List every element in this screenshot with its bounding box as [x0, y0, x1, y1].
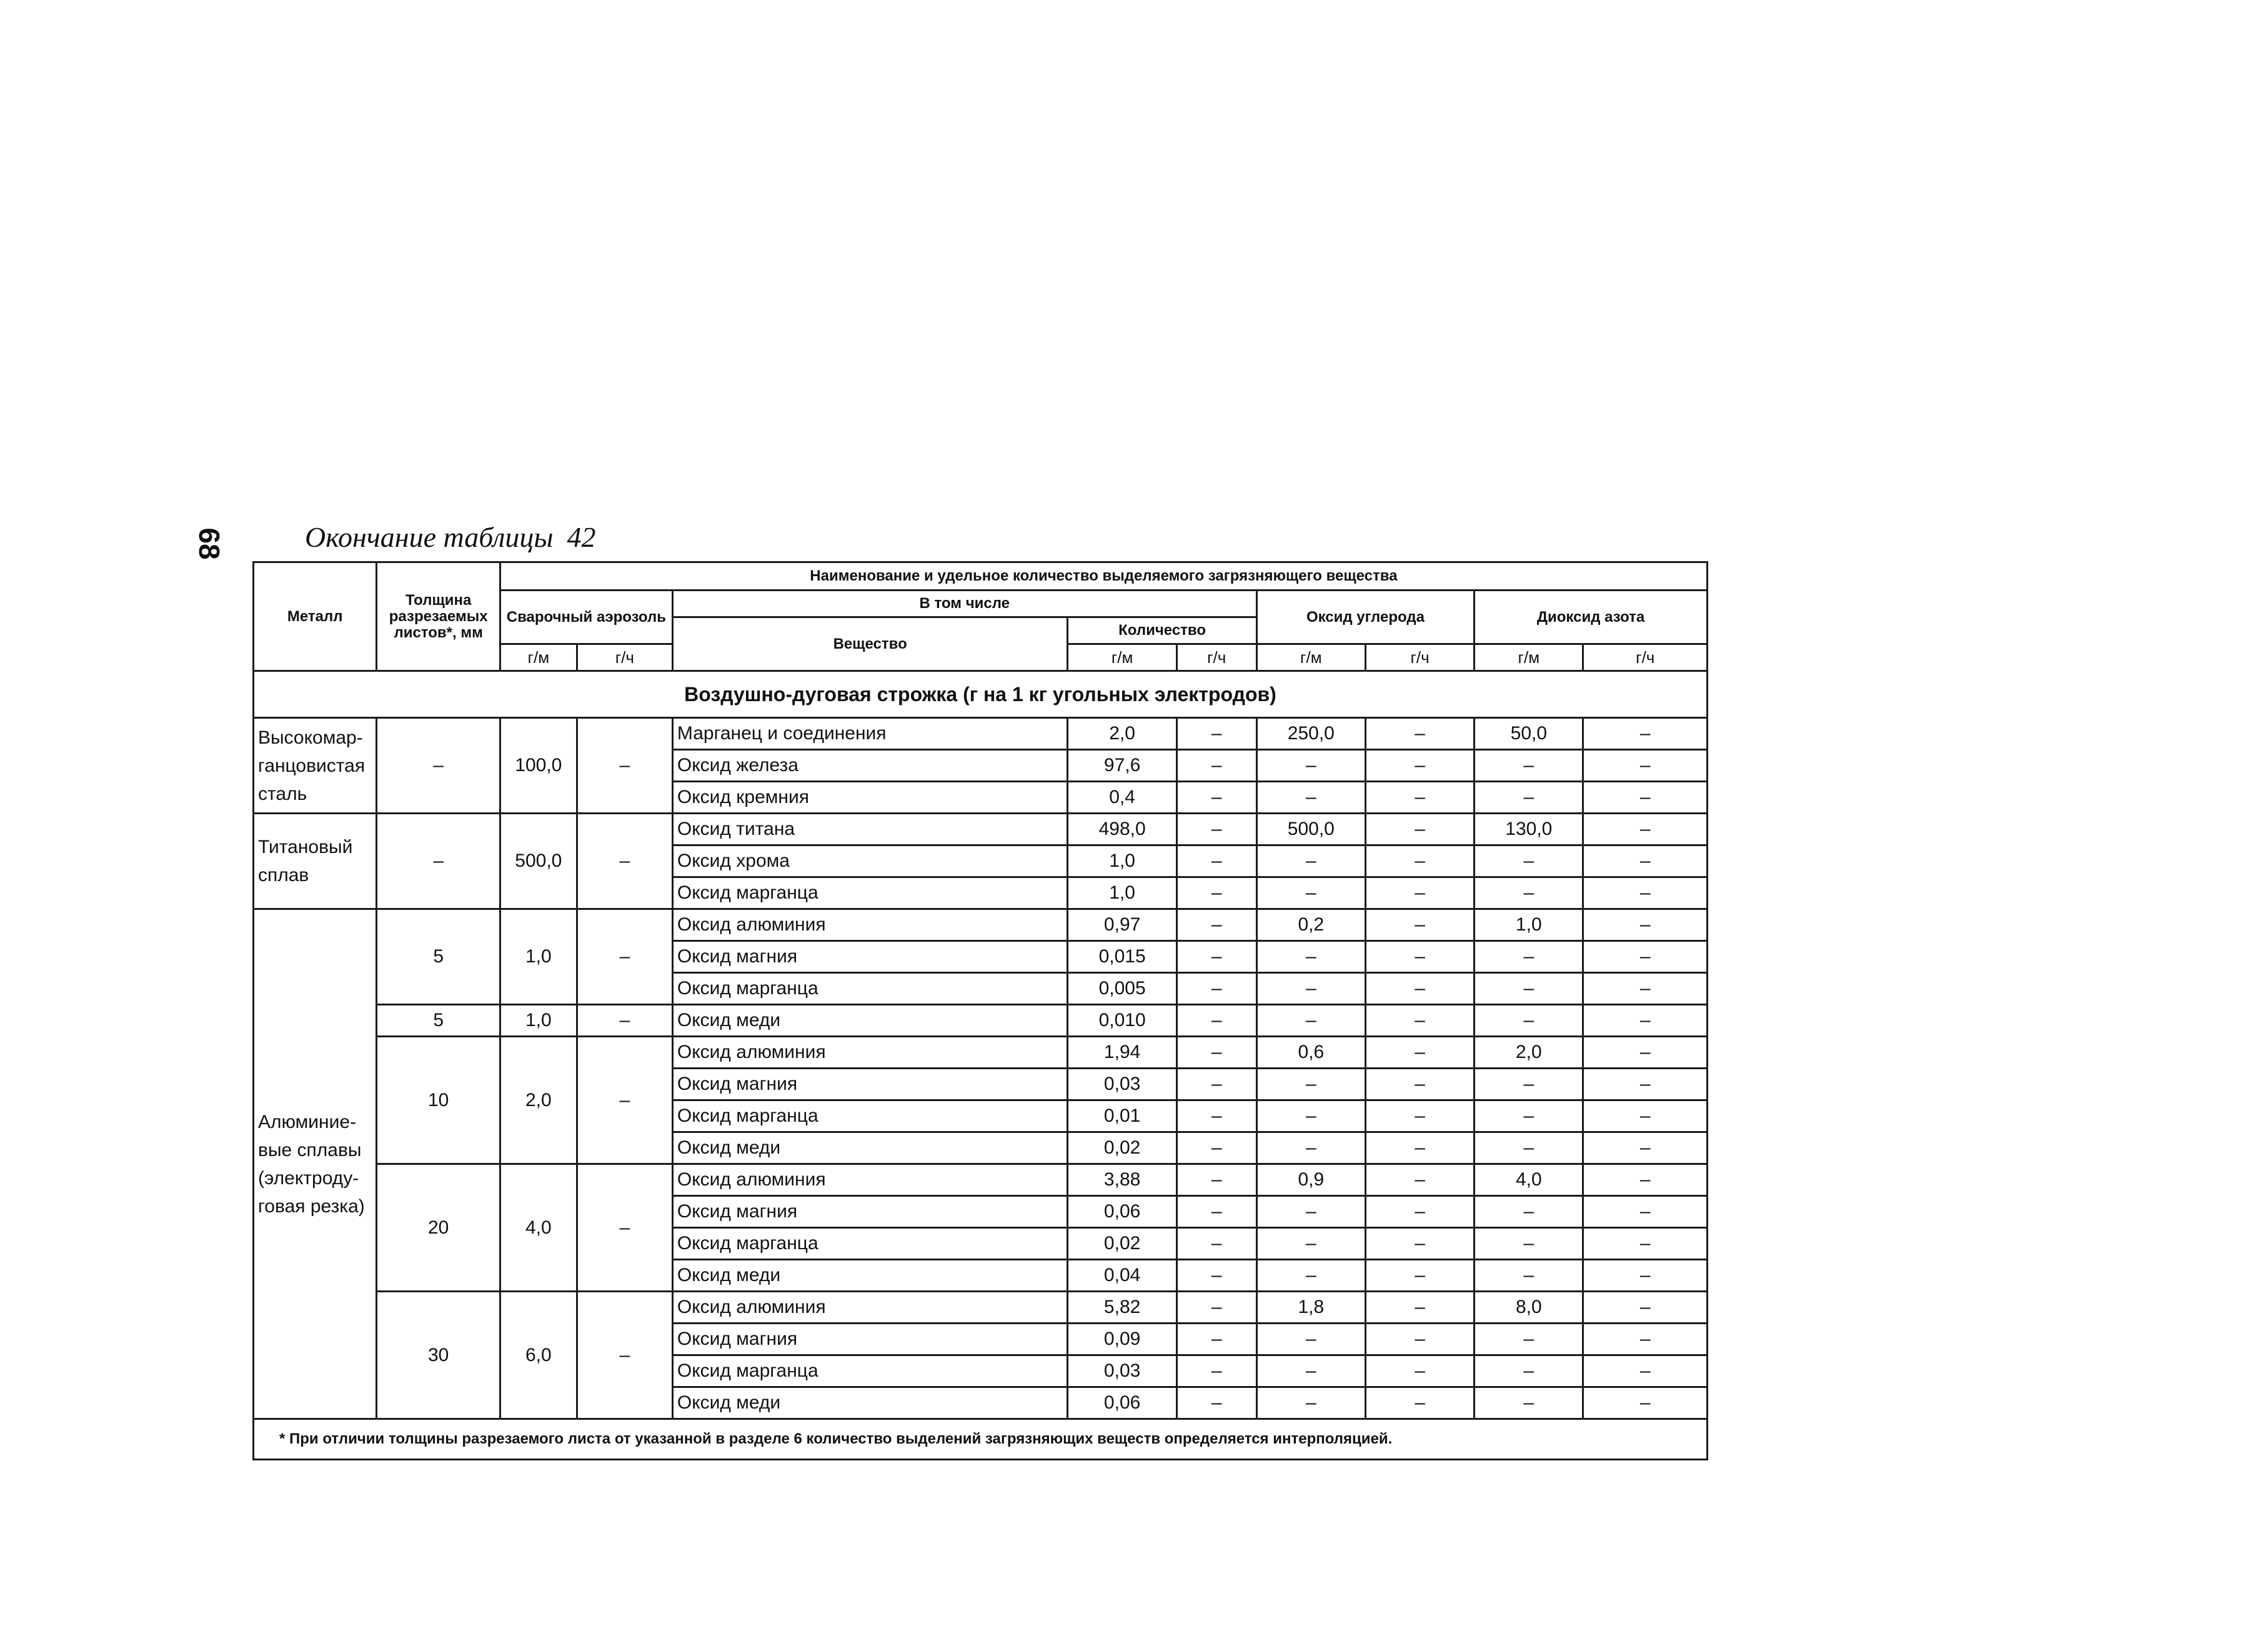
substance-cell: Оксид меди: [672, 1260, 1068, 1292]
footnote: * При отличии толщины разрезаемого листа от указанной в разделе 6 количество выделений загрязняющих веществ определяется интерполяцией.: [254, 1419, 1708, 1460]
quantity-gh-cell: –: [1176, 718, 1256, 750]
quantity-gh-cell: –: [1176, 1387, 1256, 1419]
quantity-gh-cell: –: [1176, 1069, 1256, 1100]
header-unit: г/ч: [577, 644, 672, 671]
quantity-gh-cell: –: [1176, 1355, 1256, 1387]
quantity-gm-cell: 0,04: [1068, 1260, 1176, 1292]
no2-gm-cell: –: [1475, 1387, 1583, 1419]
thickness-cell: 20: [377, 1164, 500, 1292]
header-including: В том числе: [672, 591, 1256, 617]
co-gh-cell: –: [1365, 1100, 1474, 1132]
no2-gm-cell: –: [1475, 1355, 1583, 1387]
no2-gh-cell: –: [1583, 1005, 1708, 1037]
thickness-cell: –: [377, 814, 500, 909]
co-gh-cell: –: [1365, 845, 1474, 877]
quantity-gh-cell: –: [1176, 1132, 1256, 1164]
no2-gh-cell: –: [1583, 1260, 1708, 1292]
no2-gm-cell: –: [1475, 941, 1583, 973]
quantity-gh-cell: –: [1176, 1164, 1256, 1196]
co-gh-cell: –: [1365, 973, 1474, 1005]
co-gm-cell: 0,9: [1256, 1164, 1365, 1196]
no2-gm-cell: –: [1475, 1069, 1583, 1100]
substance-cell: Оксид меди: [672, 1387, 1068, 1419]
table-row: [254, 718, 1708, 750]
co-gh-cell: –: [1365, 1260, 1474, 1292]
quantity-gm-cell: 498,0: [1068, 814, 1176, 845]
co-gm-cell: –: [1256, 1228, 1365, 1260]
quantity-gh-cell: –: [1176, 1005, 1256, 1037]
substance-cell: Оксид алюминия: [672, 1292, 1068, 1324]
quantity-gh-cell: –: [1176, 1196, 1256, 1228]
quantity-gh-cell: –: [1176, 1292, 1256, 1324]
no2-gh-cell: –: [1583, 1355, 1708, 1387]
no2-gh-cell: –: [1583, 973, 1708, 1005]
quantity-gm-cell: 0,03: [1068, 1069, 1176, 1100]
no2-gm-cell: –: [1475, 1196, 1583, 1228]
aerosol-gh-cell: –: [577, 1005, 672, 1037]
co-gm-cell: 0,6: [1256, 1037, 1365, 1069]
metal-cell: Высокомар-ганцовистая сталь: [254, 718, 377, 814]
no2-gh-cell: –: [1583, 877, 1708, 909]
substance-cell: Оксид магния: [672, 1196, 1068, 1228]
substance-cell: Марганец и соединения: [672, 718, 1068, 750]
quantity-gh-cell: –: [1176, 782, 1256, 814]
quantity-gm-cell: 2,0: [1068, 718, 1176, 750]
no2-gm-cell: 2,0: [1475, 1037, 1583, 1069]
table-row: [254, 1037, 1708, 1069]
aerosol-gm-cell: 100,0: [500, 718, 577, 814]
no2-gm-cell: 130,0: [1475, 814, 1583, 845]
no2-gh-cell: –: [1583, 1100, 1708, 1132]
quantity-gh-cell: –: [1176, 1037, 1256, 1069]
substance-cell: Оксид марганца: [672, 1228, 1068, 1260]
co-gm-cell: –: [1256, 750, 1365, 782]
aerosol-gm-cell: 500,0: [500, 814, 577, 909]
co-gm-cell: 500,0: [1256, 814, 1365, 845]
header-unit: г/м: [1256, 644, 1365, 671]
aerosol-gm-cell: 2,0: [500, 1037, 577, 1164]
aerosol-gm-cell: 1,0: [500, 1005, 577, 1037]
thickness-cell: 10: [377, 1037, 500, 1164]
quantity-gh-cell: –: [1176, 1100, 1256, 1132]
table-caption: [305, 519, 595, 556]
quantity-gm-cell: 5,82: [1068, 1292, 1176, 1324]
substance-cell: Оксид магния: [672, 1324, 1068, 1355]
co-gm-cell: –: [1256, 1132, 1365, 1164]
substance-cell: Оксид алюминия: [672, 1164, 1068, 1196]
no2-gh-cell: –: [1583, 941, 1708, 973]
metal-cell: Титановый сплав: [254, 814, 377, 909]
table-row: [254, 1164, 1708, 1196]
co-gm-cell: –: [1256, 941, 1365, 973]
co-gh-cell: –: [1365, 782, 1474, 814]
quantity-gm-cell: 0,015: [1068, 941, 1176, 973]
co-gm-cell: 1,8: [1256, 1292, 1365, 1324]
quantity-gm-cell: 0,4: [1068, 782, 1176, 814]
no2-gh-cell: –: [1583, 1196, 1708, 1228]
substance-cell: Оксид алюминия: [672, 909, 1068, 941]
aerosol-gh-cell: –: [577, 718, 672, 814]
quantity-gm-cell: 0,97: [1068, 909, 1176, 941]
quantity-gm-cell: 0,09: [1068, 1324, 1176, 1355]
page-number: 68: [193, 527, 226, 560]
co-gh-cell: –: [1365, 1387, 1474, 1419]
substance-cell: Оксид марганца: [672, 1355, 1068, 1387]
co-gh-cell: –: [1365, 1164, 1474, 1196]
quantity-gh-cell: –: [1176, 845, 1256, 877]
co-gh-cell: –: [1365, 1037, 1474, 1069]
co-gh-cell: –: [1365, 877, 1474, 909]
no2-gh-cell: –: [1583, 1228, 1708, 1260]
substance-cell: Оксид магния: [672, 941, 1068, 973]
co-gm-cell: –: [1256, 877, 1365, 909]
table-header: [254, 562, 1708, 671]
quantity-gm-cell: 1,94: [1068, 1037, 1176, 1069]
co-gm-cell: 250,0: [1256, 718, 1365, 750]
co-gm-cell: –: [1256, 1260, 1365, 1292]
no2-gh-cell: –: [1583, 1132, 1708, 1164]
quantity-gh-cell: –: [1176, 973, 1256, 1005]
quantity-gh-cell: –: [1176, 909, 1256, 941]
quantity-gm-cell: 97,6: [1068, 750, 1176, 782]
co-gh-cell: –: [1365, 1324, 1474, 1355]
header-unit: г/ч: [1583, 644, 1708, 671]
aerosol-gm-cell: 4,0: [500, 1164, 577, 1292]
header-thickness: Толщина разрезаемых листов*, мм: [377, 562, 500, 671]
co-gm-cell: –: [1256, 973, 1365, 1005]
aerosol-gh-cell: –: [577, 1164, 672, 1292]
substance-cell: Оксид железа: [672, 750, 1068, 782]
co-gh-cell: –: [1365, 1196, 1474, 1228]
header-unit: г/ч: [1365, 644, 1474, 671]
metal-cell: Алюминие-вые сплавы (электроду-говая резка): [254, 909, 377, 1419]
co-gh-cell: –: [1365, 909, 1474, 941]
quantity-gm-cell: 1,0: [1068, 845, 1176, 877]
co-gh-cell: –: [1365, 718, 1474, 750]
substance-cell: Оксид кремния: [672, 782, 1068, 814]
quantity-gm-cell: 0,02: [1068, 1228, 1176, 1260]
no2-gh-cell: –: [1583, 845, 1708, 877]
co-gm-cell: –: [1256, 1005, 1365, 1037]
substance-cell: Оксид титана: [672, 814, 1068, 845]
aerosol-gm-cell: 6,0: [500, 1292, 577, 1419]
no2-gm-cell: –: [1475, 1100, 1583, 1132]
no2-gm-cell: 8,0: [1475, 1292, 1583, 1324]
co-gm-cell: –: [1256, 845, 1365, 877]
co-gm-cell: –: [1256, 1069, 1365, 1100]
co-gh-cell: –: [1365, 750, 1474, 782]
header-unit: г/м: [1068, 644, 1176, 671]
no2-gm-cell: –: [1475, 973, 1583, 1005]
co-gm-cell: 0,2: [1256, 909, 1365, 941]
co-gh-cell: –: [1365, 941, 1474, 973]
co-gm-cell: –: [1256, 1355, 1365, 1387]
quantity-gh-cell: –: [1176, 1228, 1256, 1260]
header-pollutant-group: Наименование и удельное количество выделяемого загрязняющего вещества: [500, 562, 1707, 591]
no2-gm-cell: 1,0: [1475, 909, 1583, 941]
substance-cell: Оксид хрома: [672, 845, 1068, 877]
header-metal: Металл: [254, 562, 377, 671]
quantity-gm-cell: 0,02: [1068, 1132, 1176, 1164]
aerosol-gh-cell: –: [577, 814, 672, 909]
quantity-gh-cell: –: [1176, 941, 1256, 973]
substance-cell: Оксид марганца: [672, 1100, 1068, 1132]
emissions-table: [252, 561, 1708, 1460]
co-gh-cell: –: [1365, 1355, 1474, 1387]
quantity-gm-cell: 0,06: [1068, 1387, 1176, 1419]
no2-gm-cell: –: [1475, 1324, 1583, 1355]
co-gm-cell: –: [1256, 1324, 1365, 1355]
quantity-gm-cell: 1,0: [1068, 877, 1176, 909]
quantity-gm-cell: 3,88: [1068, 1164, 1176, 1196]
table-row: [254, 909, 1708, 941]
quantity-gm-cell: 0,005: [1068, 973, 1176, 1005]
no2-gm-cell: –: [1475, 877, 1583, 909]
caption-table-number: 42: [567, 521, 596, 553]
substance-cell: Оксид марганца: [672, 973, 1068, 1005]
co-gh-cell: –: [1365, 814, 1474, 845]
co-gm-cell: –: [1256, 782, 1365, 814]
header-substance: Вещество: [672, 617, 1068, 671]
thickness-cell: 30: [377, 1292, 500, 1419]
no2-gm-cell: –: [1475, 1260, 1583, 1292]
no2-gm-cell: –: [1475, 1132, 1583, 1164]
table-row: [254, 1292, 1708, 1324]
header-carbon-monoxide: Оксид углерода: [1256, 591, 1475, 644]
header-unit: г/м: [500, 644, 577, 671]
table-row: [254, 1005, 1708, 1037]
no2-gm-cell: –: [1475, 1005, 1583, 1037]
co-gh-cell: –: [1365, 1069, 1474, 1100]
header-nitrogen-dioxide: Диоксид азота: [1475, 591, 1708, 644]
co-gm-cell: –: [1256, 1100, 1365, 1132]
thickness-cell: 5: [377, 909, 500, 1005]
no2-gm-cell: –: [1475, 845, 1583, 877]
quantity-gh-cell: –: [1176, 1324, 1256, 1355]
quantity-gh-cell: –: [1176, 1260, 1256, 1292]
no2-gm-cell: –: [1475, 750, 1583, 782]
no2-gh-cell: –: [1583, 718, 1708, 750]
header-quantity: Количество: [1068, 617, 1256, 644]
co-gm-cell: –: [1256, 1196, 1365, 1228]
aerosol-gh-cell: –: [577, 909, 672, 1005]
no2-gm-cell: –: [1475, 782, 1583, 814]
quantity-gh-cell: –: [1176, 814, 1256, 845]
co-gm-cell: –: [1256, 1387, 1365, 1419]
no2-gh-cell: –: [1583, 750, 1708, 782]
co-gh-cell: –: [1365, 1005, 1474, 1037]
co-gh-cell: –: [1365, 1292, 1474, 1324]
no2-gm-cell: –: [1475, 1228, 1583, 1260]
quantity-gm-cell: 0,03: [1068, 1355, 1176, 1387]
quantity-gh-cell: –: [1176, 750, 1256, 782]
no2-gh-cell: –: [1583, 1164, 1708, 1196]
thickness-cell: –: [377, 718, 500, 814]
no2-gm-cell: 50,0: [1475, 718, 1583, 750]
quantity-gm-cell: 0,06: [1068, 1196, 1176, 1228]
no2-gh-cell: –: [1583, 782, 1708, 814]
no2-gh-cell: –: [1583, 909, 1708, 941]
section-title: Воздушно-дуговая строжка (г на 1 кг угольных электродов): [254, 671, 1708, 718]
substance-cell: Оксид магния: [672, 1069, 1068, 1100]
co-gh-cell: –: [1365, 1132, 1474, 1164]
no2-gh-cell: –: [1583, 1324, 1708, 1355]
header-welding-aerosol: Сварочный аэрозоль: [500, 591, 672, 644]
aerosol-gh-cell: –: [577, 1292, 672, 1419]
no2-gh-cell: –: [1583, 814, 1708, 845]
no2-gh-cell: –: [1583, 1037, 1708, 1069]
thickness-cell: 5: [377, 1005, 500, 1037]
aerosol-gh-cell: –: [577, 1037, 672, 1164]
no2-gm-cell: 4,0: [1475, 1164, 1583, 1196]
no2-gh-cell: –: [1583, 1069, 1708, 1100]
no2-gh-cell: –: [1583, 1387, 1708, 1419]
substance-cell: Оксид алюминия: [672, 1037, 1068, 1069]
header-unit: г/ч: [1176, 644, 1256, 671]
substance-cell: Оксид меди: [672, 1005, 1068, 1037]
quantity-gm-cell: 0,01: [1068, 1100, 1176, 1132]
caption-text: Окончание таблицы: [305, 521, 554, 553]
substance-cell: Оксид марганца: [672, 877, 1068, 909]
quantity-gh-cell: –: [1176, 877, 1256, 909]
table-body: [254, 671, 1708, 1419]
header-unit: г/м: [1475, 644, 1583, 671]
substance-cell: Оксид меди: [672, 1132, 1068, 1164]
aerosol-gm-cell: 1,0: [500, 909, 577, 1005]
co-gh-cell: –: [1365, 1228, 1474, 1260]
table-row: [254, 814, 1708, 845]
no2-gh-cell: –: [1583, 1292, 1708, 1324]
quantity-gm-cell: 0,010: [1068, 1005, 1176, 1037]
